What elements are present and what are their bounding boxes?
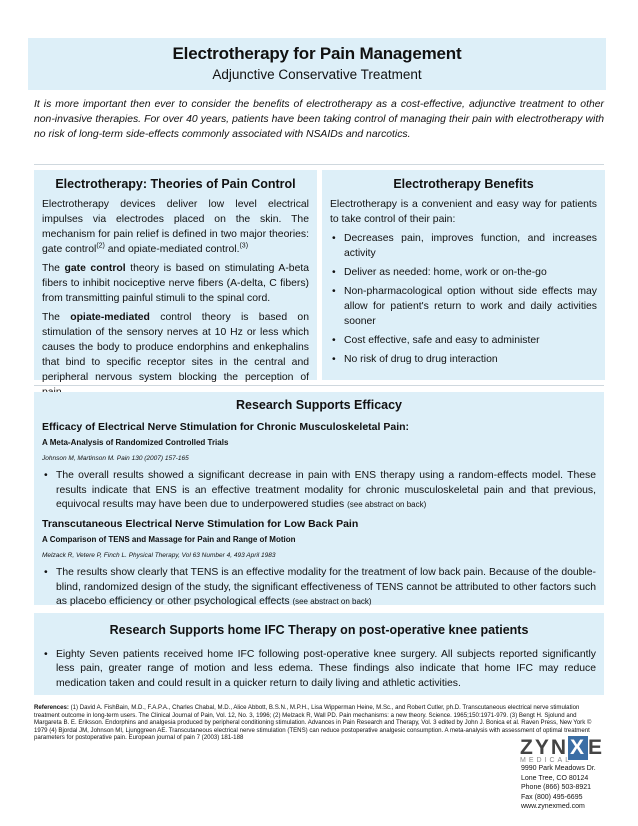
bullet-icon: • xyxy=(44,470,48,481)
title-banner xyxy=(28,38,606,90)
list-item: • Non-pharmacological option without side effects may allow for patient's return to work and daily activities sooner xyxy=(332,286,597,327)
benefits-panel xyxy=(322,170,605,380)
website-link[interactable]: www.zynexmed.com xyxy=(521,803,585,810)
theories-paragraph-1: Electrotherapy devices deliver low level electrical impulses via electrodes placed on the skin. The mechanism for pain relief is defined in two major theories: gate control$^{(2)}$ and opiate-mediated control.$^{(3)}$ xyxy=(42,199,309,255)
bullet-icon: • xyxy=(44,648,48,660)
ifc-panel xyxy=(34,613,604,695)
bullet-icon: • xyxy=(332,267,336,278)
bullet-icon: • xyxy=(332,233,336,244)
bullet-icon: • xyxy=(332,286,336,297)
efficacy-panel xyxy=(34,392,604,605)
list-item: • Deliver as needed: home, work or on-the-go xyxy=(332,267,547,278)
theories-paragraph-3: The opiate-mediated control theory is based on stimulation of the sensory nerves at 10 Hz or less which causes the body to produce endorphins and enkephalins that bind to specific receptor sites in the central and peripheral nervous system blocking the perception of xyxy=(42,312,309,383)
page-title: Electrotherapy for Pain Management xyxy=(172,44,462,63)
study-1-heading: Efficacy of Electrical Nerve Stimulation for Chronic Musculoskeletal Pain: xyxy=(42,420,410,433)
bullet-icon: • xyxy=(332,335,336,346)
study-1-subtitle: A Meta-Analysis of Randomized Controlled Trials xyxy=(42,438,229,447)
bullet-icon: • xyxy=(44,567,48,578)
divider xyxy=(34,164,604,165)
divider xyxy=(34,385,604,386)
intro-paragraph: It is more important then ever to consider the benefits of electrotherapy as a cost-effective, adjunctive treatment to other non-invasive therapies. For over 40 years, patients have been taking control of managing their pain with electrotherapy with no risk of long-term side-effects commonly associated with NSAIDs and narcotics. xyxy=(34,99,604,140)
list-item: • No risk of drug to drug interaction xyxy=(332,354,498,365)
contact-address: 9990 Park Meadows Dr. Lone Tree, CO 80124 Phone (866) 503-8921 Fax (800) 495-6695 www.zynexmed.com xyxy=(521,765,596,810)
ifc-heading: Research Supports home IFC Therapy on post-operative knee patients xyxy=(109,623,529,637)
study-2-subtitle: A Comparison of TENS and Massage for Pain and Range of Motion xyxy=(42,535,296,544)
study-1-summary: • The overall results showed a significant decrease in pain with ENS therapy using a random-effects model. These results indicate that ENS is an effective treatment modality for chronic musculoskeletal pain and that previous, equivocal results may have been due to underpowered studies (see abstract on back) xyxy=(44,470,596,510)
theories-paragraph-2: The gate control theory is based on stimulating A-beta fibers to inhibit nociceptive nerve fibers (A-delta, C fibers) from transmitting painful stimuli to the spinal cord. xyxy=(42,263,310,304)
bullet-icon: • xyxy=(332,354,336,365)
theories-heading: Electrotherapy: Theories of Pain Control xyxy=(55,177,296,191)
efficacy-heading: Research Supports Efficacy xyxy=(235,398,403,412)
benefits-list xyxy=(330,231,597,367)
benefits-heading: Electrotherapy Benefits xyxy=(393,177,534,191)
list-item: • Cost effective, safe and easy to administer xyxy=(332,335,540,346)
study-2-summary: • The results show clearly that TENS is an effective modality for the treatment of low back pain. Because of the double-blind, randomized design of the study, the significant effectiveness of TENS cannot be attributed to other factors such as placebo efficiency or other psychological effects (see abstract on back) xyxy=(44,567,596,607)
study-2-heading: Transcutaneous Electrical Nerve Stimulation for Low Back Pain xyxy=(42,517,359,530)
study-2-citation: Melzack R, Vetere P, Finch L. Physical Therapy, Vol 63 Number 4, 493 April 1983 xyxy=(42,551,276,559)
references: References: (1) David A. FishBain, M.D., F.A.P.A., Charles Chabal, M.D., Alice Abbott, B.S.N., M.P.H., Lisa Wipperman Heine, M.Sc., and Robert Cutler, ph.D. Transcutaneous electrical nerve stimulation treatment outcome in long-term users. The Clinical Journal of Pain, Vol. 12, No. 3, 1996; (2) Melzack R, Wall PD. Pain mechanisms: a new theory. Science. 1965;150:1971-979. (3) Bengt H. Sjolund and Margareta B. E. Eriksson. Endorphins and analgesia produced by peripheral conditioning stimulation. Advances in Pain Research and Therapy, Vol. 3 edited by John J. Bonica et al. Raven Press, New York © 1979 (4) Bjordal JM, Johnson MI, Ljunggreen AE. Transcutaneous electrical nerve stimulation (TENS) can reduce postoperative analgesic consumption. A meta-analysis with assessment of optimal treatment parameters for postoperative pain. European journal of pain 7 (2003) 181-188 xyxy=(34,704,592,742)
list-item: • Decreases pain, improves function, and increases activity xyxy=(332,233,597,259)
theories-panel xyxy=(34,170,317,383)
zynex-logo: ZYNXE MEDICAL xyxy=(520,736,605,764)
page-subtitle: Adjunctive Conservative Treatment xyxy=(212,67,422,82)
study-1-citation: Johnson M, Martinson M. Pain 130 (2007) 157-165 xyxy=(42,454,189,462)
ifc-summary: • Eighty Seven patients received home IFC following post-operative knee surgery. All subjects reported significantly less pain, greater range of motion and less edema. These findings also indicate that home IFC may reduce medication taken and could result in a quicker return to daily living and athletic activities. xyxy=(44,648,596,689)
benefits-intro: Electrotherapy is a convenient and easy way for patients to take control of their pain: xyxy=(330,199,597,225)
